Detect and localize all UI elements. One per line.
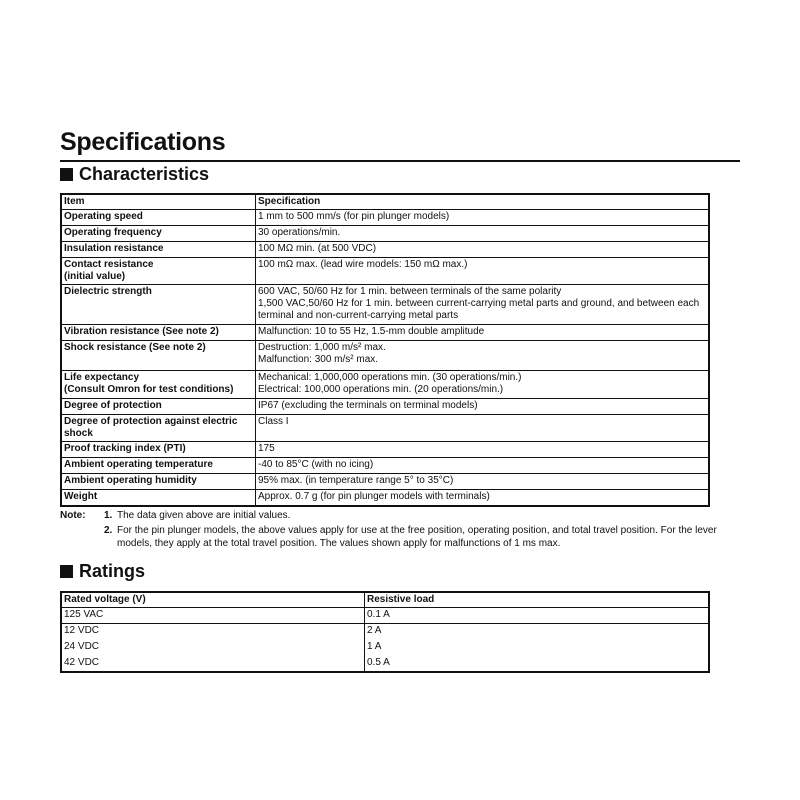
specification-cell	[256, 474, 710, 490]
item-cell: Proof tracking index (PTI)	[61, 442, 256, 458]
specification-line: -40 to 85°C (with no icing)	[258, 459, 374, 470]
table-row	[61, 341, 709, 371]
item-cell: Ambient operating humidity	[61, 474, 256, 490]
table-row	[61, 258, 709, 285]
note-indent	[60, 524, 104, 550]
rated-voltage-cell: 24 VDC	[61, 640, 365, 656]
specification-cell	[256, 415, 710, 442]
characteristics-heading-text: Characteristics	[79, 164, 210, 184]
ratings-table	[60, 591, 710, 673]
note-text: For the pin plunger models, the above values apply for use at the free position, operating position, and total travel position. For the lever models, they apply at the total travel position. The values shown apply for malfunctions of 1 ms max.	[117, 525, 717, 549]
specification-cell	[256, 242, 710, 258]
table-row	[61, 656, 709, 672]
note-label: Note:	[60, 510, 86, 521]
specification-line: 95% max. (in temperature range 5° to 35°C)	[258, 475, 454, 486]
table-row	[61, 640, 709, 656]
specification-cell	[256, 442, 710, 458]
specification-line: 100 MΩ min. (at 500 VDC)	[258, 243, 377, 254]
specification-line: Malfunction: 300 m/s² max.	[258, 354, 379, 365]
table-row	[61, 325, 709, 341]
square-bullet-icon	[60, 168, 73, 181]
ratings-heading-text: Ratings	[79, 561, 146, 581]
table-header-row	[61, 592, 709, 608]
table-row	[61, 415, 709, 442]
table-row	[61, 371, 709, 399]
rated-voltage-cell: 125 VAC	[61, 608, 365, 624]
item-cell: Vibration resistance (See note 2)	[61, 325, 256, 341]
header-item: Item	[61, 194, 256, 210]
table-row	[61, 490, 709, 506]
specification-cell	[256, 325, 710, 341]
characteristics-heading	[60, 164, 209, 185]
rated-voltage-cell: 12 VDC	[61, 624, 365, 640]
notes	[60, 509, 750, 550]
header-rated-voltage: Rated voltage (V)	[61, 592, 365, 608]
ratings-heading	[60, 561, 145, 582]
specification-cell	[256, 341, 710, 371]
table-row	[61, 474, 709, 490]
specification-cell	[256, 371, 710, 399]
resistive-load-cell: 0.5 A	[365, 656, 710, 672]
title-divider	[60, 160, 740, 162]
characteristics-table	[60, 193, 710, 507]
specification-line: IP67 (excluding the terminals on terminal models)	[258, 400, 478, 411]
item-cell: Operating speed	[61, 210, 256, 226]
note-number: 2.	[104, 525, 113, 536]
specification-line: Mechanical: 1,000,000 operations min. (30 operations/min.)	[258, 372, 522, 383]
table-row	[61, 285, 709, 325]
specification-cell	[256, 258, 710, 285]
table-row	[61, 399, 709, 415]
specification-line: 1 mm to 500 mm/s (for pin plunger models)	[258, 211, 450, 222]
note-2	[60, 524, 750, 550]
note-text: The data given above are initial values.	[117, 510, 291, 521]
table-row	[61, 442, 709, 458]
page-title: Specifications	[60, 128, 226, 156]
resistive-load-cell: 1 A	[365, 640, 710, 656]
item-cell: Operating frequency	[61, 226, 256, 242]
specification-line: Destruction: 1,000 m/s² max.	[258, 342, 386, 353]
specification-line: 175	[258, 443, 275, 454]
item-cell: Weight	[61, 490, 256, 506]
item-cell: Ambient operating temperature	[61, 458, 256, 474]
header-specification: Specification	[256, 194, 710, 210]
rated-voltage-cell: 42 VDC	[61, 656, 365, 672]
table-row	[61, 458, 709, 474]
specification-line: Electrical: 100,000 operations min. (20 operations/min.)	[258, 384, 504, 395]
table-row	[61, 242, 709, 258]
specification-cell	[256, 490, 710, 506]
table-row	[61, 210, 709, 226]
specification-line: Approx. 0.7 g (for pin plunger models with terminals)	[258, 491, 490, 502]
note-number: 1.	[104, 510, 113, 521]
header-resistive-load: Resistive load	[365, 592, 710, 608]
resistive-load-cell: 0.1 A	[365, 608, 710, 624]
item-cell: Insulation resistance	[61, 242, 256, 258]
specification-line: 30 operations/min.	[258, 227, 341, 238]
table-header-row	[61, 194, 709, 210]
item-cell: Degree of protection against electric shock	[61, 415, 256, 442]
resistive-load-cell: 2 A	[365, 624, 710, 640]
specification-line: 100 mΩ max. (lead wire models: 150 mΩ max.)	[258, 259, 468, 270]
item-cell: Dielectric strength	[61, 285, 256, 325]
item-cell: Shock resistance (See note 2)	[61, 341, 256, 371]
specification-line: Class I	[258, 416, 289, 427]
table-row	[61, 608, 709, 624]
specification-line: 600 VAC, 50/60 Hz for 1 min. between terminals of the same polarity	[258, 286, 562, 297]
note-1	[60, 509, 750, 522]
specification-cell	[256, 458, 710, 474]
item-cell: Contact resistance (initial value)	[61, 258, 256, 285]
item-cell: Degree of protection	[61, 399, 256, 415]
table-row	[61, 624, 709, 640]
table-row	[61, 226, 709, 242]
specification-cell	[256, 226, 710, 242]
item-cell: Life expectancy (Consult Omron for test conditions)	[61, 371, 256, 399]
specification-cell	[256, 285, 710, 325]
square-bullet-icon	[60, 565, 73, 578]
specification-line: Malfunction: 10 to 55 Hz, 1.5-mm double amplitude	[258, 326, 485, 337]
specification-cell	[256, 399, 710, 415]
specification-line: 1,500 VAC,50/60 Hz for 1 min. between current-carrying metal parts and ground, and between each terminal and non-current-carrying metal parts	[258, 298, 700, 321]
specification-cell	[256, 210, 710, 226]
